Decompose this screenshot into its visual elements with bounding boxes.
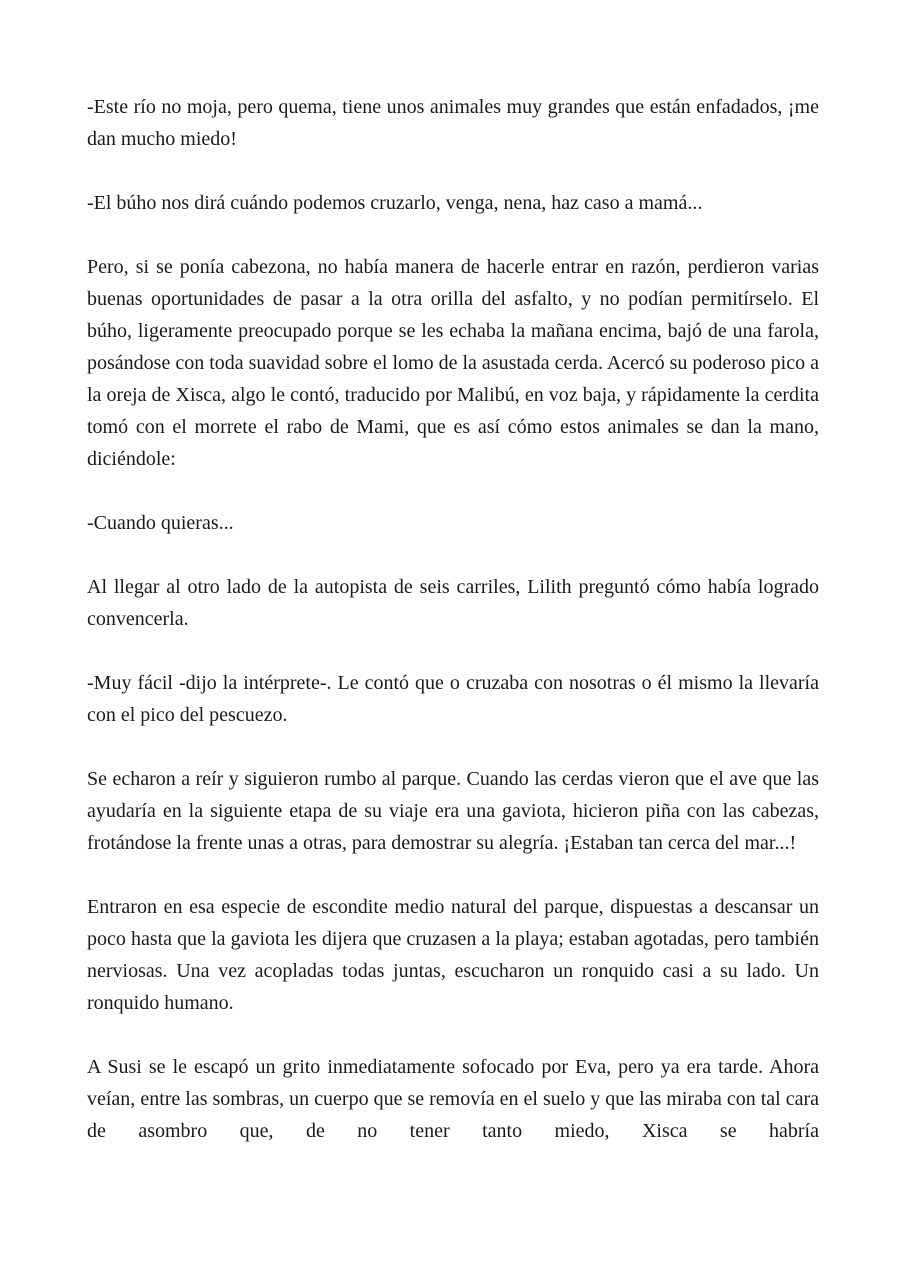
paragraph-7: Se echaron a reír y siguieron rumbo al parque. Cuando las cerdas vieron que el ave que las ayudaría en la siguiente etapa de su viaje era una gaviota, hicieron piña con las cabezas, frotándose la frente unas a otras, para demostrar su alegría. ¡Estaban tan cerca del mar...!: [87, 768, 819, 854]
document-page: [87, 91, 819, 1147]
paragraph-1: -Este río no moja, pero quema, tiene unos animales muy grandes que están enfadados, ¡me dan mucho miedo!: [87, 96, 819, 150]
paragraph-8: Entraron en esa especie de escondite medio natural del parque, dispuestas a descansar un poco hasta que la gaviota les dijera que cruzasen a la playa; estaban agotadas, pero también nerviosas. Una vez acopladas todas juntas, escucharon un ronquido casi a su lado. Un ronquido humano.: [87, 896, 819, 1014]
paragraph-4: -Cuando quieras...: [87, 512, 234, 534]
paragraph-9: A Susi se le escapó un grito inmediatamente sofocado por Eva, pero ya era tarde. Ahora veían, entre las sombras, un cuerpo que se removía en el suelo y que las miraba con tal cara de asombro que, de no tener tanto miedo, Xisca se habría: [87, 1056, 819, 1142]
paragraph-6: -Muy fácil -dijo la intérprete-. Le contó que o cruzaba con nosotras o él mismo la llevaría con el pico del pescuezo.: [87, 672, 819, 726]
paragraph-3: Pero, si se ponía cabezona, no había manera de hacerle entrar en razón, perdieron varias buenas oportunidades de pasar a la otra orilla del asfalto, y no podían permitírselo. El búho, ligeramente preocupado porque se les echaba la mañana encima, bajó de una farola, posándose con toda suavidad sobre el lomo de la asustada cerda. Acercó su poderoso pico a la oreja de Xisca, algo le contó, traducido por Malibú, en voz baja, y rápidamente la cerdita tomó con el morrete el rabo de Mami, que es así cómo estos animales se dan la mano, diciéndole:: [87, 256, 819, 470]
paragraph-5: Al llegar al otro lado de la autopista de seis carriles, Lilith preguntó cómo había logrado convencerla.: [87, 576, 819, 630]
paragraph-2: -El búho nos dirá cuándo podemos cruzarlo, venga, nena, haz caso a mamá...: [87, 192, 703, 214]
